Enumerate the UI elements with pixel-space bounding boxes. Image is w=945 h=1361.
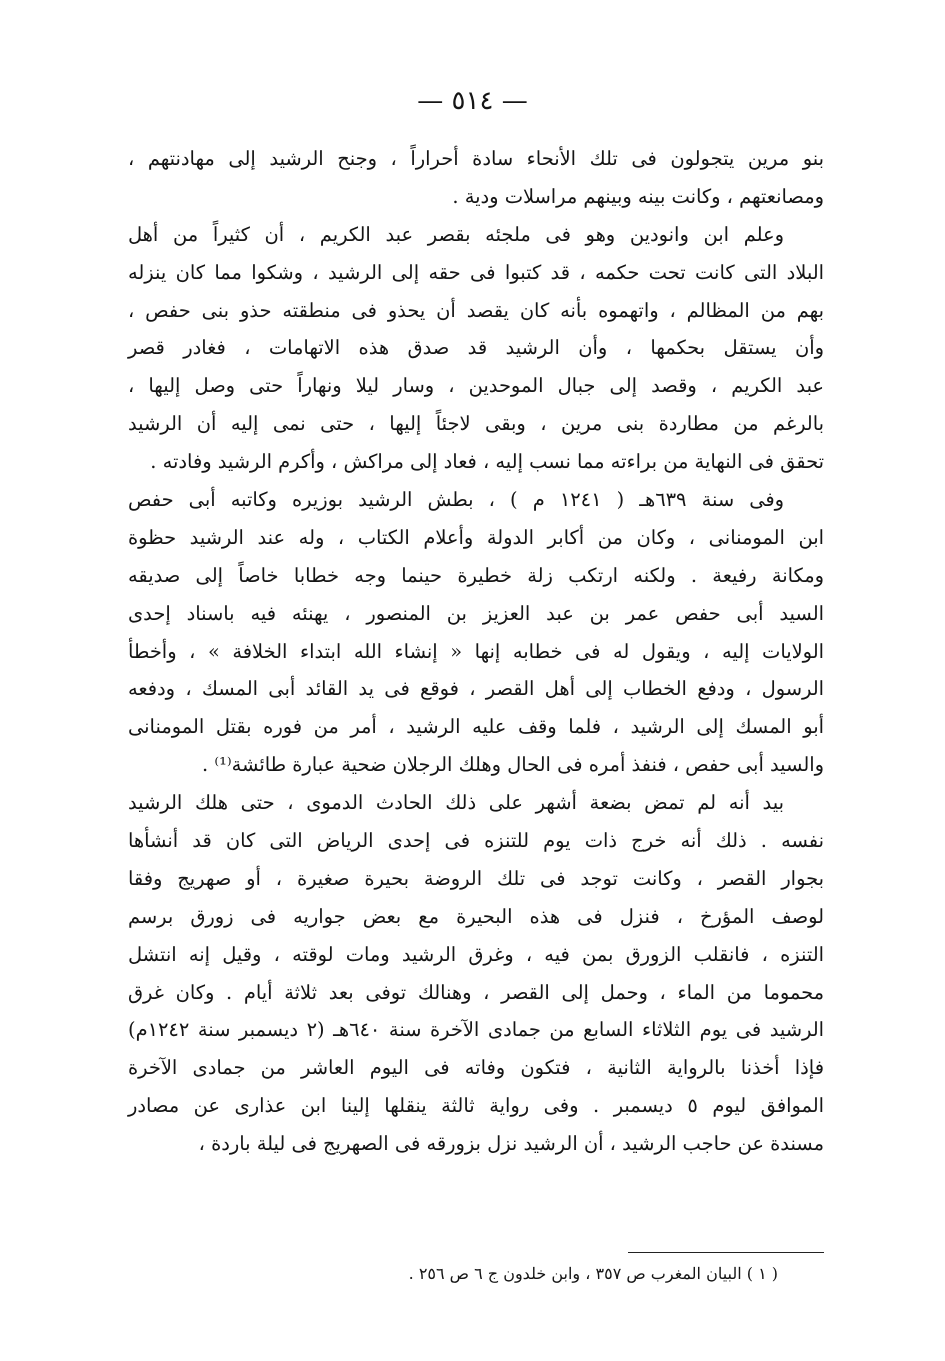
text-line: والسيد أبى حفص ، فنفذ أمره فى الحال وهلك الرجلان ضحية عبارة طائشة⁽¹⁾ . [202,753,824,777]
page-number: — ٥١٤ — [417,86,528,116]
text-line: الولايات إليه ، ويقول له فى خطابه إنها « إنشاء الله ابتداء الخلافة » ، وأخطأ [128,639,824,663]
text-line: ومكانة رفيعة . ولكنه ارتكب زلة خطيرة حينما وجه خطابا خاصاً إلى صديقه [128,563,824,587]
text-line: محموما من الماء ، وحمل إلى القصر ، وهنالك توفى بعد ثلاثة أيام . وكان غرق [128,980,824,1004]
text-line: التنزه ، فانقلب الزورق بمن فيه ، وغرق الرشيد ومات لوقته ، وقيل إنه انتشل [128,942,824,966]
text-line: بالرغم من مطاردة بنى مرين ، وبقى لاجئاً إليها ، حتى نمى إليه أن الرشيد [128,412,824,436]
text-line: عبد الكريم ، وقصد إلى جبال الموحدين ، وسار ليلا ونهاراً حتى وصل إليها ، [128,374,824,398]
footnote-divider [628,1252,824,1253]
text-line: بيد أنه لم تمض بضعة أشهر على ذلك الحادث الدموى ، حتى هلك الرشيد [128,791,784,815]
paragraph [128,481,824,784]
text-line: تحقق فى النهاية من براءته مما نسب إليه ، فعاد إلى مراكش ، وأكرم الرشيد وفادته . [150,450,824,474]
text-line: وأن يستقل بحكمها ، وأن الرشيد قد صدق هذه الاتهامات ، فغادر قصر [128,336,824,360]
text-line: نفسه . ذلك أنه خرج ذات يوم للتنزه فى إحدى الرياض التى كان قد أنشأها [128,829,824,853]
text-line: فإذا أخذنا بالرواية الثانية ، فتكون وفاته فى اليوم العاشر من جمادى الآخرة [128,1056,824,1080]
text-line: الموافق ليوم ٥ ديسمبر . وفى رواية ثالثة ينقلها إلينا ابن عذارى عن مصادر [128,1094,824,1118]
text-line: بجوار القصر ، وكانت توجد فى تلك الروضة بحيرة صغيرة ، أو صهريج وفقا [128,866,824,890]
footnote: ( ١ ) البيان المغرب ص ٣٥٧ ، وابن خلدون ج ٦ ص ٢٥٦ . [408,1264,778,1283]
paragraph [128,216,824,481]
paragraph [128,140,824,216]
text-line: وفى سنة ٦٣٩هـ ( ١٢٤١ م ) ، بطش الرشيد بوزيره وكاتبه أبى حفص [128,488,784,512]
body-text [128,140,824,1163]
text-line: الرشيد فى يوم الثلاثاء السابع من جمادى الآخرة سنة ٦٤٠هـ (٢ ديسمبر سنة ١٢٤٢م) [128,1018,824,1042]
text-line: لوصف المؤرخ ، فنزل فى هذه البحيرة مع بعض جواريه فى زورق برسم [128,904,824,928]
text-line: بنو مرين يتجولون فى تلك الأنحاء سادة أحراراً ، وجنح الرشيد إلى مهادنتهم ، [128,147,824,170]
paragraph [128,784,824,1163]
text-line: الرسول ، ودفع الخطاب إلى أهل القصر ، فوقع فى يد القائد أبى المسك ، ودفعه [128,677,824,701]
text-line: السيد أبى حفص عمر بن عبد العزيز بن المنصور ، يهنئه فيه باسناد إحدى [128,601,824,625]
text-line: ابن المومنانى ، وكان من أكابر الدولة وأعلام الكتاب ، وله عند الرشيد حظوة [128,525,824,549]
text-line: وعلم ابن وانودين وهو فى ملجئه بقصر عبد الكريم ، أن كثيراً من أهل [128,222,784,246]
text-line: البلاد التى كانت تحت حكمه ، قد كتبوا فى حقه إلى الرشيد ، وشكوا مما كان ينزله [128,260,824,284]
text-line: أبو المسك إلى الرشيد ، فلما وقف عليه الرشيد ، أمر من فوره بقتل المومنانى [128,715,824,739]
text-line: مسندة عن حاجب الرشيد ، أن الرشيد نزل بزورقه فى الصهريج فى ليلة باردة ، [198,1132,824,1156]
text-line: بهم من المظالم ، واتهموه بأنه كان يقصد أن يحذو فى منطقته حذو بنى حفص ، [128,298,824,322]
text-line: ومصانعتهم ، وكانت بينه وبينهم مراسلات ودية . [452,184,824,208]
